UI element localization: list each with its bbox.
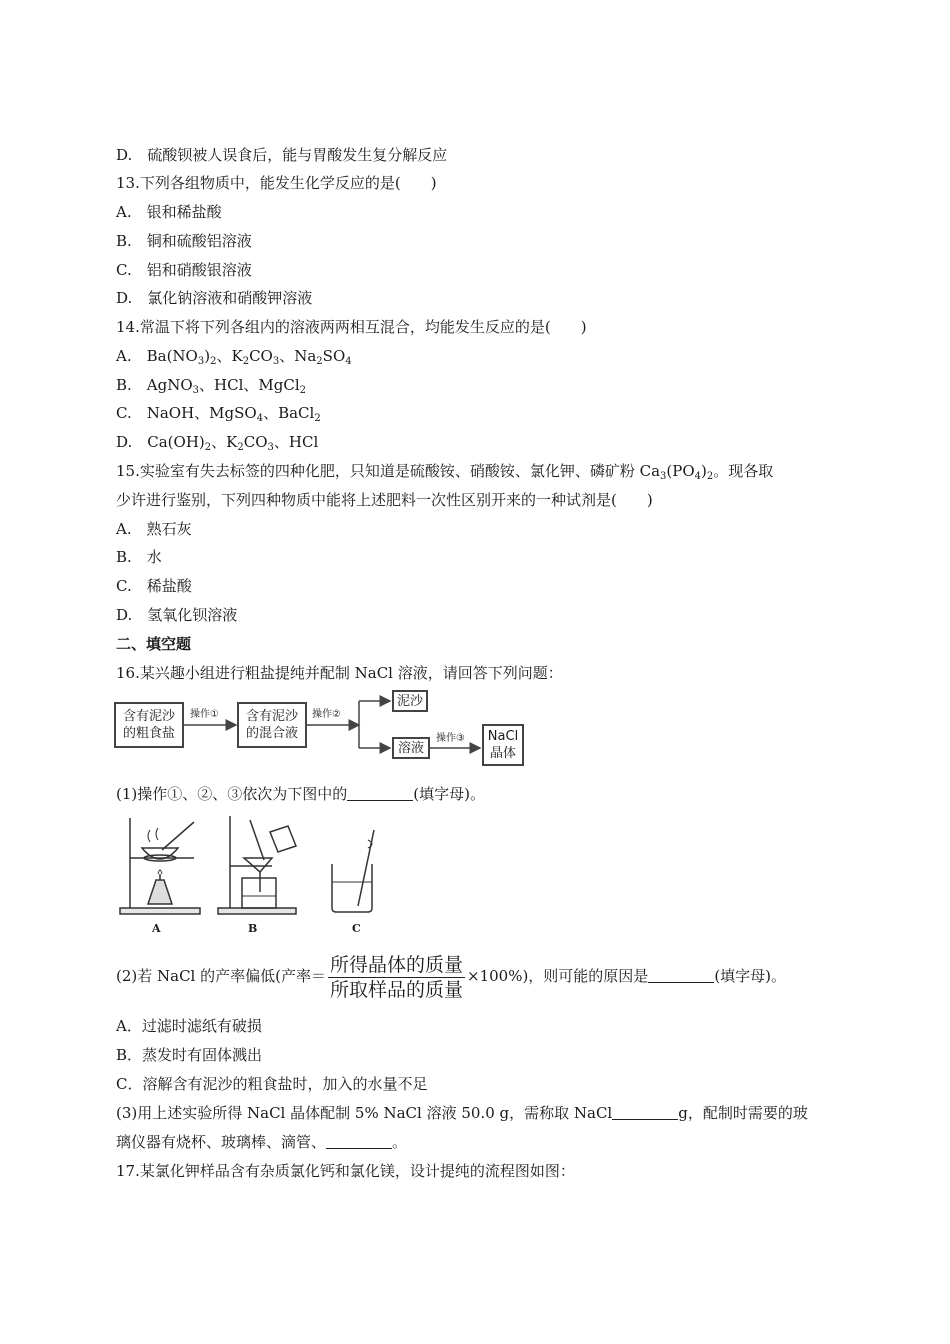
formula: $Ca(OH)_2$、$K_2CO_3$、HCl [147, 433, 319, 453]
apparatus-c-dissolving [332, 830, 374, 912]
apparatus-label-b: B [248, 922, 258, 935]
flow-box-nacl-crystal: NaCl 晶体 [482, 724, 524, 766]
q15-option-c: C. 稀盐酸 [116, 577, 192, 595]
section-heading-fill-in: 二、填空题 [116, 635, 192, 653]
q17-stem: 17.某氯化钾样品含有杂质氯化钙和氯化镁，设计提纯的流程图如图： [116, 1162, 575, 1180]
q15-stem-line2: 少许进行鉴别，下列四种物质中能将上述肥料一次性区别开来的一种试剂是( ) [116, 491, 653, 509]
q13-option-d: D. 氯化钠溶液和硝酸钾溶液 [116, 289, 313, 307]
q16-stem: 16.某兴趣小组进行粗盐提纯并配制 NaCl 溶液，请回答下列问题： [116, 664, 563, 682]
option-label: D. [116, 433, 148, 451]
fraction-numerator: 所得晶体的质量 [329, 953, 463, 976]
q13-stem: 13.下列各组物质中，能发生化学反应的是( ) [116, 174, 437, 192]
q15-text: 15.实验室有失去标签的四种化肥，只知道是硫酸铵、硝酸铵、氯化钾、磷矿粉 Ca [116, 462, 661, 480]
q16-part3-text: (3)用上述实验所得 NaCl 晶体配制 5% NaCl 溶液 50.0 g，需称取 NaCl [116, 1104, 613, 1122]
flow-label-op1: 操作① [190, 709, 219, 720]
answer-blank [648, 968, 714, 983]
flow-box-solution: 溶液 [392, 737, 430, 759]
q13-option-a: A. 银和稀盐酸 [116, 203, 222, 221]
q16-part1-text: (1)操作①、②、③依次为下图中的 [116, 785, 348, 803]
formula: $Ba(NO_3)_2$、$K_2CO_3$、$Na_2SO_4$ [146, 347, 352, 367]
q16-part3-line2 [116, 1132, 407, 1152]
answer-blank [612, 1105, 678, 1120]
q14-stem: 14.常温下将下列各组内的溶液两两相互混合，均能发生反应的是( ) [116, 318, 587, 336]
option-label: A. [116, 347, 147, 365]
q15-formula: $_3(PO_4)_2$ [660, 462, 714, 482]
apparatus-label-c: C [352, 922, 361, 935]
q16-part2 [116, 948, 786, 1004]
q14-option-a [116, 346, 352, 366]
fraction-denominator: 所取样品的质量 [329, 978, 463, 1001]
apparatus-drawing [112, 812, 402, 940]
q15-option-b: B. 水 [116, 548, 162, 566]
q16-part3-line2-text-post: 。 [392, 1133, 408, 1151]
answer-blank [326, 1134, 392, 1149]
flow-box-crude-salt: 含有泥沙 的粗食盐 [114, 702, 184, 748]
q13-option-c: C. 铝和硝酸银溶液 [116, 261, 252, 279]
q16-part2-option-c: C．溶解含有泥沙的粗食盐时，加入的水量不足 [116, 1075, 428, 1093]
q16-part2-text: (2)若 NaCl 的产率偏低(产率＝ [116, 967, 326, 985]
flow-box-sand: 泥沙 [392, 690, 428, 712]
q16-part1 [116, 784, 485, 804]
flow-box-mixture: 含有泥沙 的混合液 [237, 702, 307, 748]
q14-option-d [116, 432, 318, 452]
flow-label-op3: 操作③ [436, 733, 465, 744]
flow-label-op2: 操作② [312, 709, 341, 720]
apparatus-b-filtration [218, 816, 296, 914]
q14-option-c [116, 403, 321, 423]
formula: NaOH、MgSO$_4$、BaCl$_2$ [146, 404, 321, 424]
yield-fraction [328, 953, 465, 1002]
q16-part2-option-a: A．过滤时滤纸有破损 [116, 1017, 262, 1035]
answer-blank [347, 786, 413, 801]
q12-option-d: D. 硫酸钡被人误食后，能与胃酸发生复分解反应 [116, 146, 448, 164]
q14-option-b [116, 375, 306, 395]
apparatus-figure [112, 812, 402, 940]
q16-part2-text-post: (填字母)。 [714, 967, 787, 985]
q15-text-post: 。现各取 [713, 462, 774, 480]
flow-chart [114, 690, 534, 770]
q15-option-d: D. 氢氧化钡溶液 [116, 606, 238, 624]
option-label: C. [116, 404, 147, 422]
q13-option-b: B. 铜和硫酸铝溶液 [116, 232, 252, 250]
apparatus-label-a: A [152, 922, 161, 935]
option-label: B. [116, 376, 147, 394]
formula: AgNO$_3$、HCl、MgCl$_2$ [146, 376, 306, 396]
q15-stem-line1 [116, 461, 773, 481]
q15-option-a: A. 熟石灰 [116, 520, 192, 538]
q16-part3-line2-text: 璃仪器有烧杯、玻璃棒、滴管、 [116, 1133, 327, 1151]
q16-part1-text-post: (填字母)。 [413, 785, 485, 803]
q16-part3-text-post: g，配制时需要的玻 [678, 1104, 808, 1122]
q16-part3-line1 [116, 1103, 808, 1123]
q16-part2-option-b: B．蒸发时有固体溅出 [116, 1046, 263, 1064]
apparatus-a-evaporation [120, 818, 200, 914]
q16-part2-text-mid: ×100%)，则可能的原因是 [467, 967, 649, 985]
